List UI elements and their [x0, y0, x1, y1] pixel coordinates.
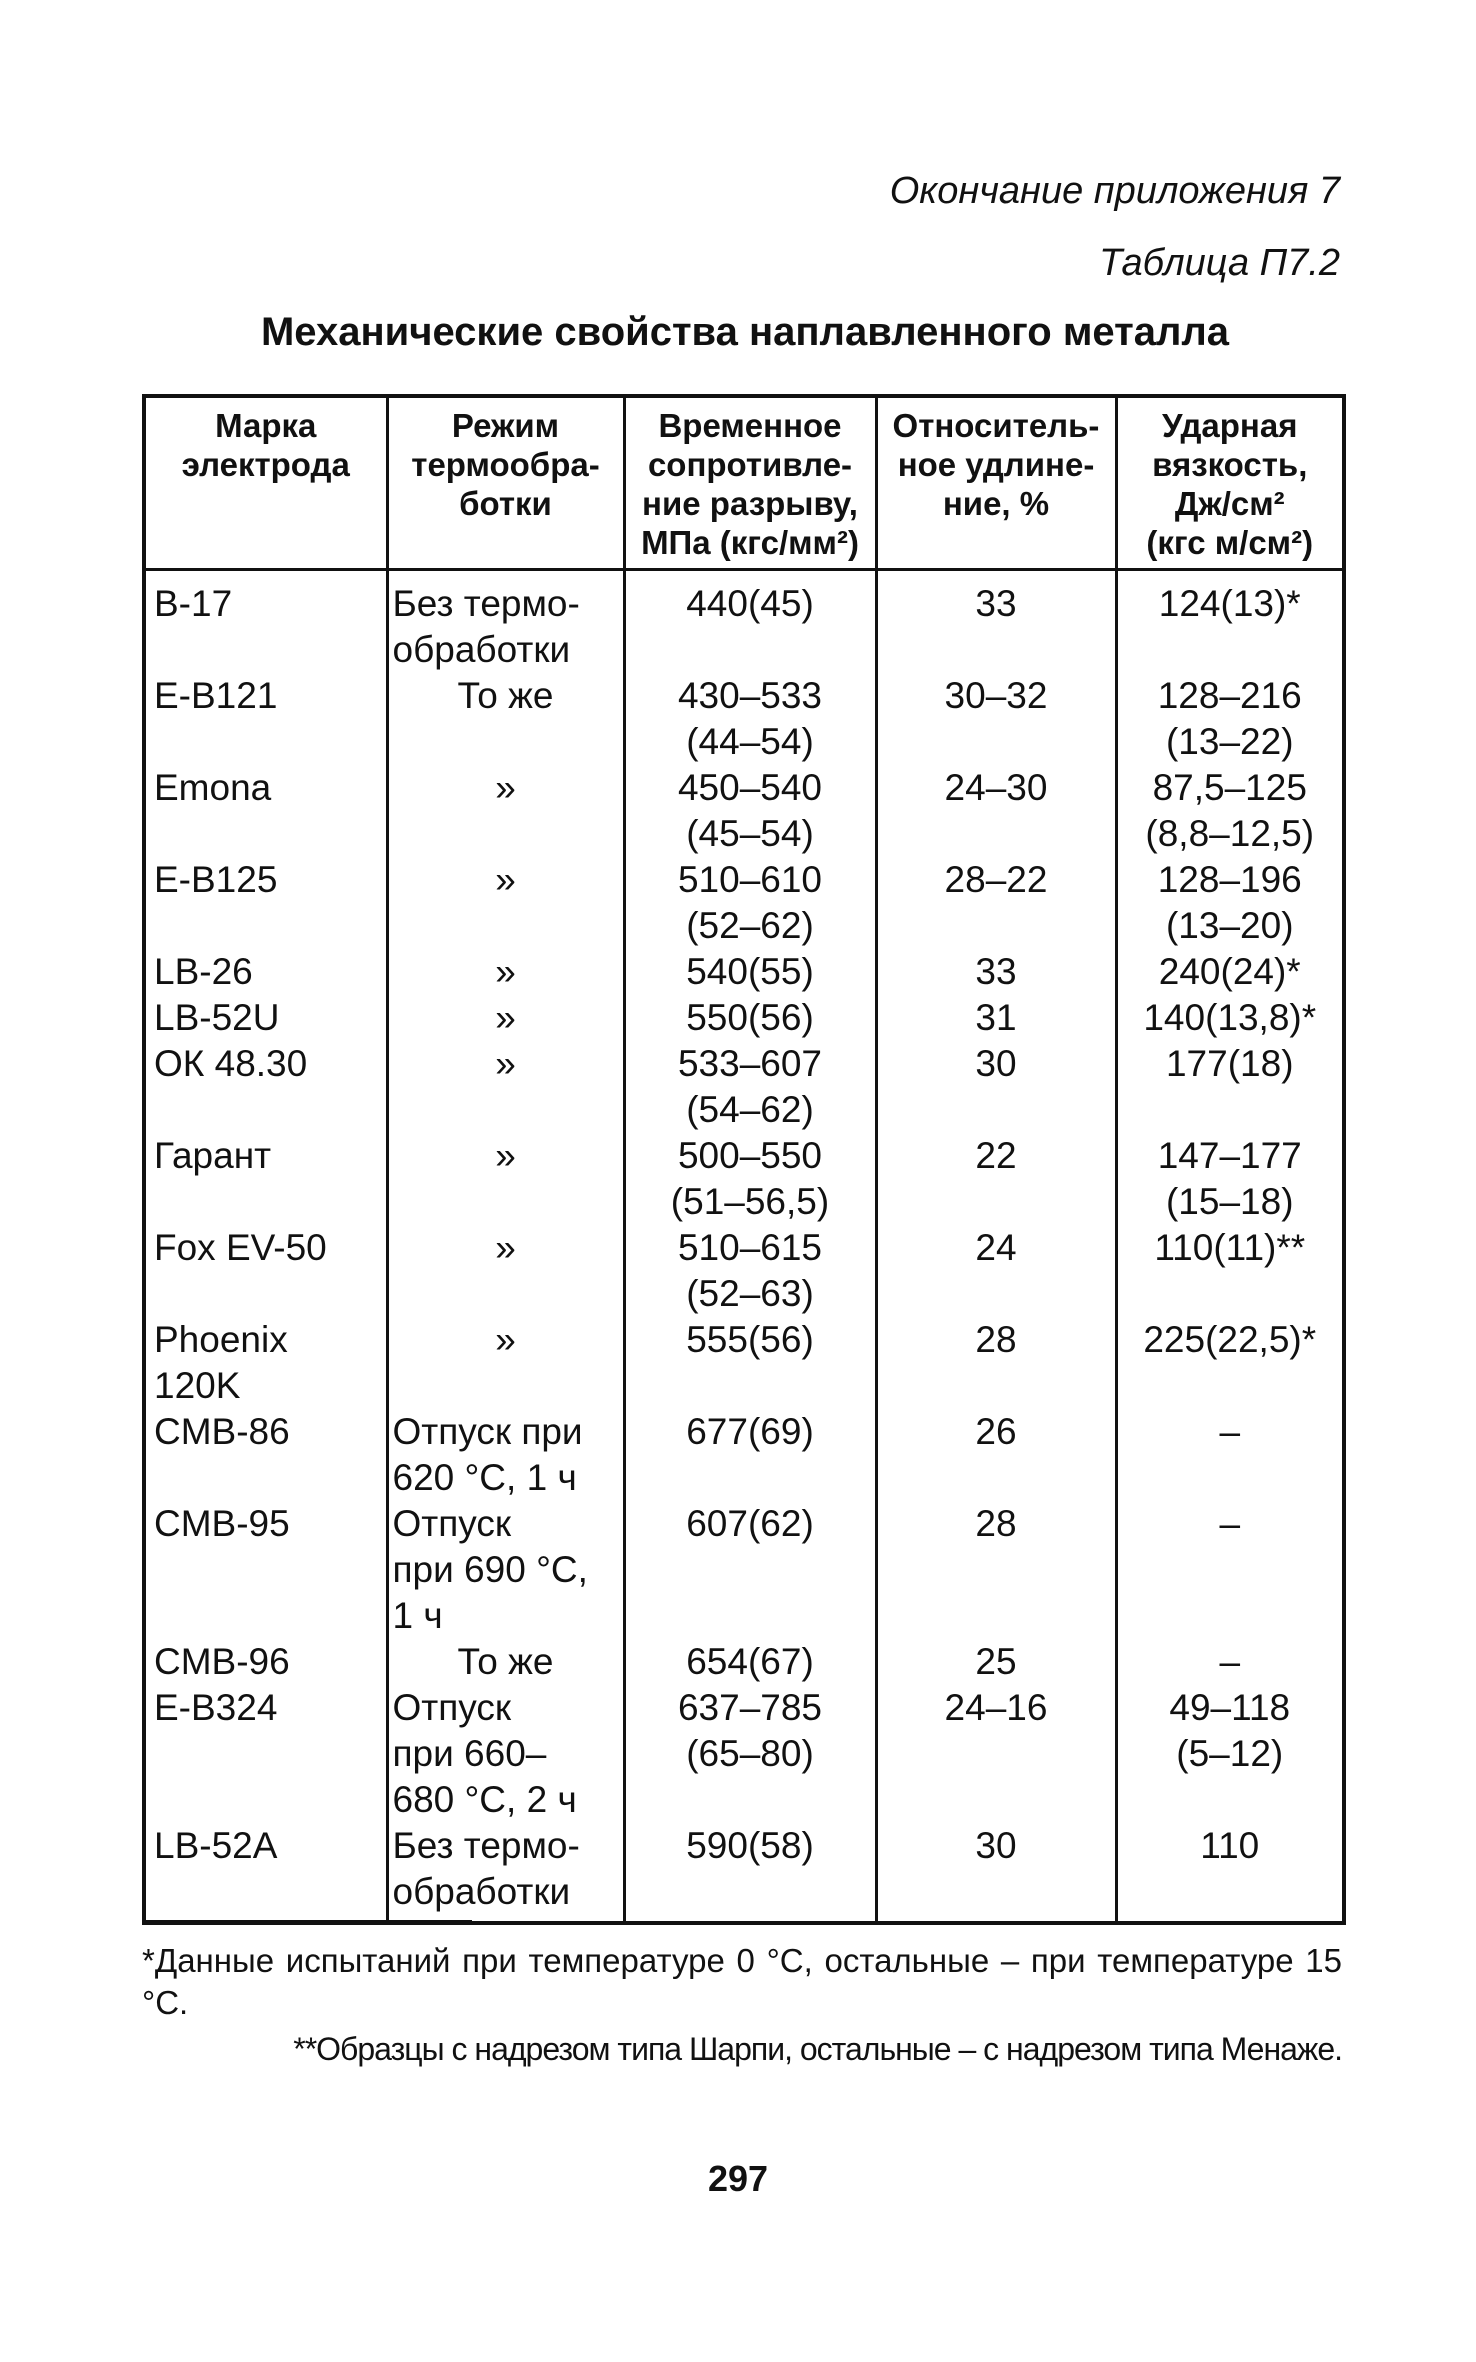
table-row	[144, 673, 1344, 765]
table-header-row	[144, 396, 1344, 570]
running-head: Окончание приложения 7	[889, 170, 1340, 212]
cell-brand: E-B125	[144, 857, 387, 949]
column-header-elongation: Относитель- ное удлине- ние, %	[876, 396, 1116, 570]
cell-treatment: Отпуск при 660– 680 °С, 2 ч	[387, 1685, 624, 1823]
cell-treatment: Отпуск при 620 °С, 1 ч	[387, 1409, 624, 1501]
cell-treatment: Без термо- обработки	[387, 1823, 624, 1923]
cell-elongation: 30	[876, 1823, 1116, 1923]
cell-elongation: 33	[876, 570, 1116, 674]
column-header-strength: Временное сопротивле- ние разрыву, МПа (кгс/мм²)	[624, 396, 876, 570]
cell-treatment: Отпуск при 690 °С, 1 ч	[387, 1501, 624, 1639]
cell-treatment: »	[387, 1317, 624, 1409]
cell-brand: B-17	[144, 570, 387, 674]
cell-toughness: 124(13)*	[1116, 570, 1344, 674]
cell-treatment: То же	[387, 673, 624, 765]
table-row	[144, 1639, 1344, 1685]
cell-brand: CMB-86	[144, 1409, 387, 1501]
cell-brand: LB-26	[144, 949, 387, 995]
table-row	[144, 1409, 1344, 1501]
cell-brand: E-B121	[144, 673, 387, 765]
cell-brand: Гарант	[144, 1133, 387, 1225]
cell-strength: 500–550 (51–56,5)	[624, 1133, 876, 1225]
table-row	[144, 765, 1344, 857]
cell-elongation: 30	[876, 1041, 1116, 1133]
table-row	[144, 949, 1344, 995]
cell-toughness: 177(18)	[1116, 1041, 1344, 1133]
cell-brand: Fox EV-50	[144, 1225, 387, 1317]
cell-strength: 590(58)	[624, 1823, 876, 1923]
cell-brand: LB-52A	[144, 1823, 387, 1923]
cell-brand: Phoenix 120K	[144, 1317, 387, 1409]
cell-strength: 555(56)	[624, 1317, 876, 1409]
cell-strength: 440(45)	[624, 570, 876, 674]
table-row	[144, 1501, 1344, 1639]
table-row	[144, 1133, 1344, 1225]
column-header-treatment: Режим термообра- ботки	[387, 396, 624, 570]
cell-elongation: 28	[876, 1501, 1116, 1639]
table-row	[144, 1225, 1344, 1317]
cell-elongation: 33	[876, 949, 1116, 995]
cell-toughness: –	[1116, 1409, 1344, 1501]
cell-toughness: 225(22,5)*	[1116, 1317, 1344, 1409]
footnote-1: *Данные испытаний при температуре 0 °С, остальные – при температуре 15 °С.	[142, 1942, 1342, 2021]
cell-elongation: 22	[876, 1133, 1116, 1225]
cell-strength: 654(67)	[624, 1639, 876, 1685]
cell-toughness: 128–196 (13–20)	[1116, 857, 1344, 949]
cell-strength: 450–540 (45–54)	[624, 765, 876, 857]
table-title: Механические свойства наплавленного металла	[260, 310, 1230, 354]
cell-strength: 550(56)	[624, 995, 876, 1041]
cell-toughness: –	[1116, 1639, 1344, 1685]
cell-treatment: »	[387, 995, 624, 1041]
cell-elongation: 31	[876, 995, 1116, 1041]
cell-toughness: 240(24)*	[1116, 949, 1344, 995]
table-row	[144, 570, 1344, 674]
cell-treatment: То же	[387, 1639, 624, 1685]
cell-toughness: 49–118 (5–12)	[1116, 1685, 1344, 1823]
page-number: 297	[707, 2158, 769, 2199]
cell-brand: ОК 48.30	[144, 1041, 387, 1133]
cell-toughness: 110(11)**	[1116, 1225, 1344, 1317]
cell-elongation: 25	[876, 1639, 1116, 1685]
cell-strength: 540(55)	[624, 949, 876, 995]
table-row	[144, 1317, 1344, 1409]
column-header-brand: Марка электрода	[144, 396, 387, 570]
cell-toughness: 87,5–125 (8,8–12,5)	[1116, 765, 1344, 857]
cell-treatment: Без термо- обработки	[387, 570, 624, 674]
cell-toughness: –	[1116, 1501, 1344, 1639]
table-label: Таблица П7.2	[1099, 242, 1340, 284]
table-row	[144, 857, 1344, 949]
cell-treatment: »	[387, 765, 624, 857]
cell-toughness: 140(13,8)*	[1116, 995, 1344, 1041]
cell-toughness: 147–177 (15–18)	[1116, 1133, 1344, 1225]
cell-strength: 607(62)	[624, 1501, 876, 1639]
cell-elongation: 30–32	[876, 673, 1116, 765]
cell-treatment: »	[387, 857, 624, 949]
cell-toughness: 110	[1116, 1823, 1344, 1923]
table-row	[144, 1685, 1344, 1823]
cell-elongation: 24	[876, 1225, 1116, 1317]
cell-strength: 510–610 (52–62)	[624, 857, 876, 949]
cell-treatment: »	[387, 1225, 624, 1317]
cell-brand: LB-52U	[144, 995, 387, 1041]
cell-strength: 533–607 (54–62)	[624, 1041, 876, 1133]
cell-treatment: »	[387, 1041, 624, 1133]
table-row	[144, 1823, 1344, 1923]
properties-table	[142, 394, 1346, 1925]
cell-strength: 637–785 (65–80)	[624, 1685, 876, 1823]
footnote-divider	[142, 1920, 472, 1923]
cell-elongation: 28–22	[876, 857, 1116, 949]
column-header-toughness: Ударная вязкость, Дж/см² (кгс м/см²)	[1116, 396, 1344, 570]
cell-elongation: 24–16	[876, 1685, 1116, 1823]
cell-elongation: 24–30	[876, 765, 1116, 857]
cell-elongation: 28	[876, 1317, 1116, 1409]
cell-strength: 430–533 (44–54)	[624, 673, 876, 765]
cell-brand: E-B324	[144, 1685, 387, 1823]
cell-treatment: »	[387, 949, 624, 995]
cell-strength: 677(69)	[624, 1409, 876, 1501]
table-body	[144, 570, 1344, 1924]
table-row	[144, 1041, 1344, 1133]
cell-brand: CMB-95	[144, 1501, 387, 1639]
cell-elongation: 26	[876, 1409, 1116, 1501]
cell-treatment: »	[387, 1133, 624, 1225]
cell-brand: CMB-96	[144, 1639, 387, 1685]
cell-brand: Emona	[144, 765, 387, 857]
cell-toughness: 128–216 (13–22)	[1116, 673, 1344, 765]
footnote-2: **Образцы с надрезом типа Шарпи, остальные – с надрезом типа Менаже.	[293, 2031, 1342, 2067]
cell-strength: 510–615 (52–63)	[624, 1225, 876, 1317]
table-row	[144, 995, 1344, 1041]
